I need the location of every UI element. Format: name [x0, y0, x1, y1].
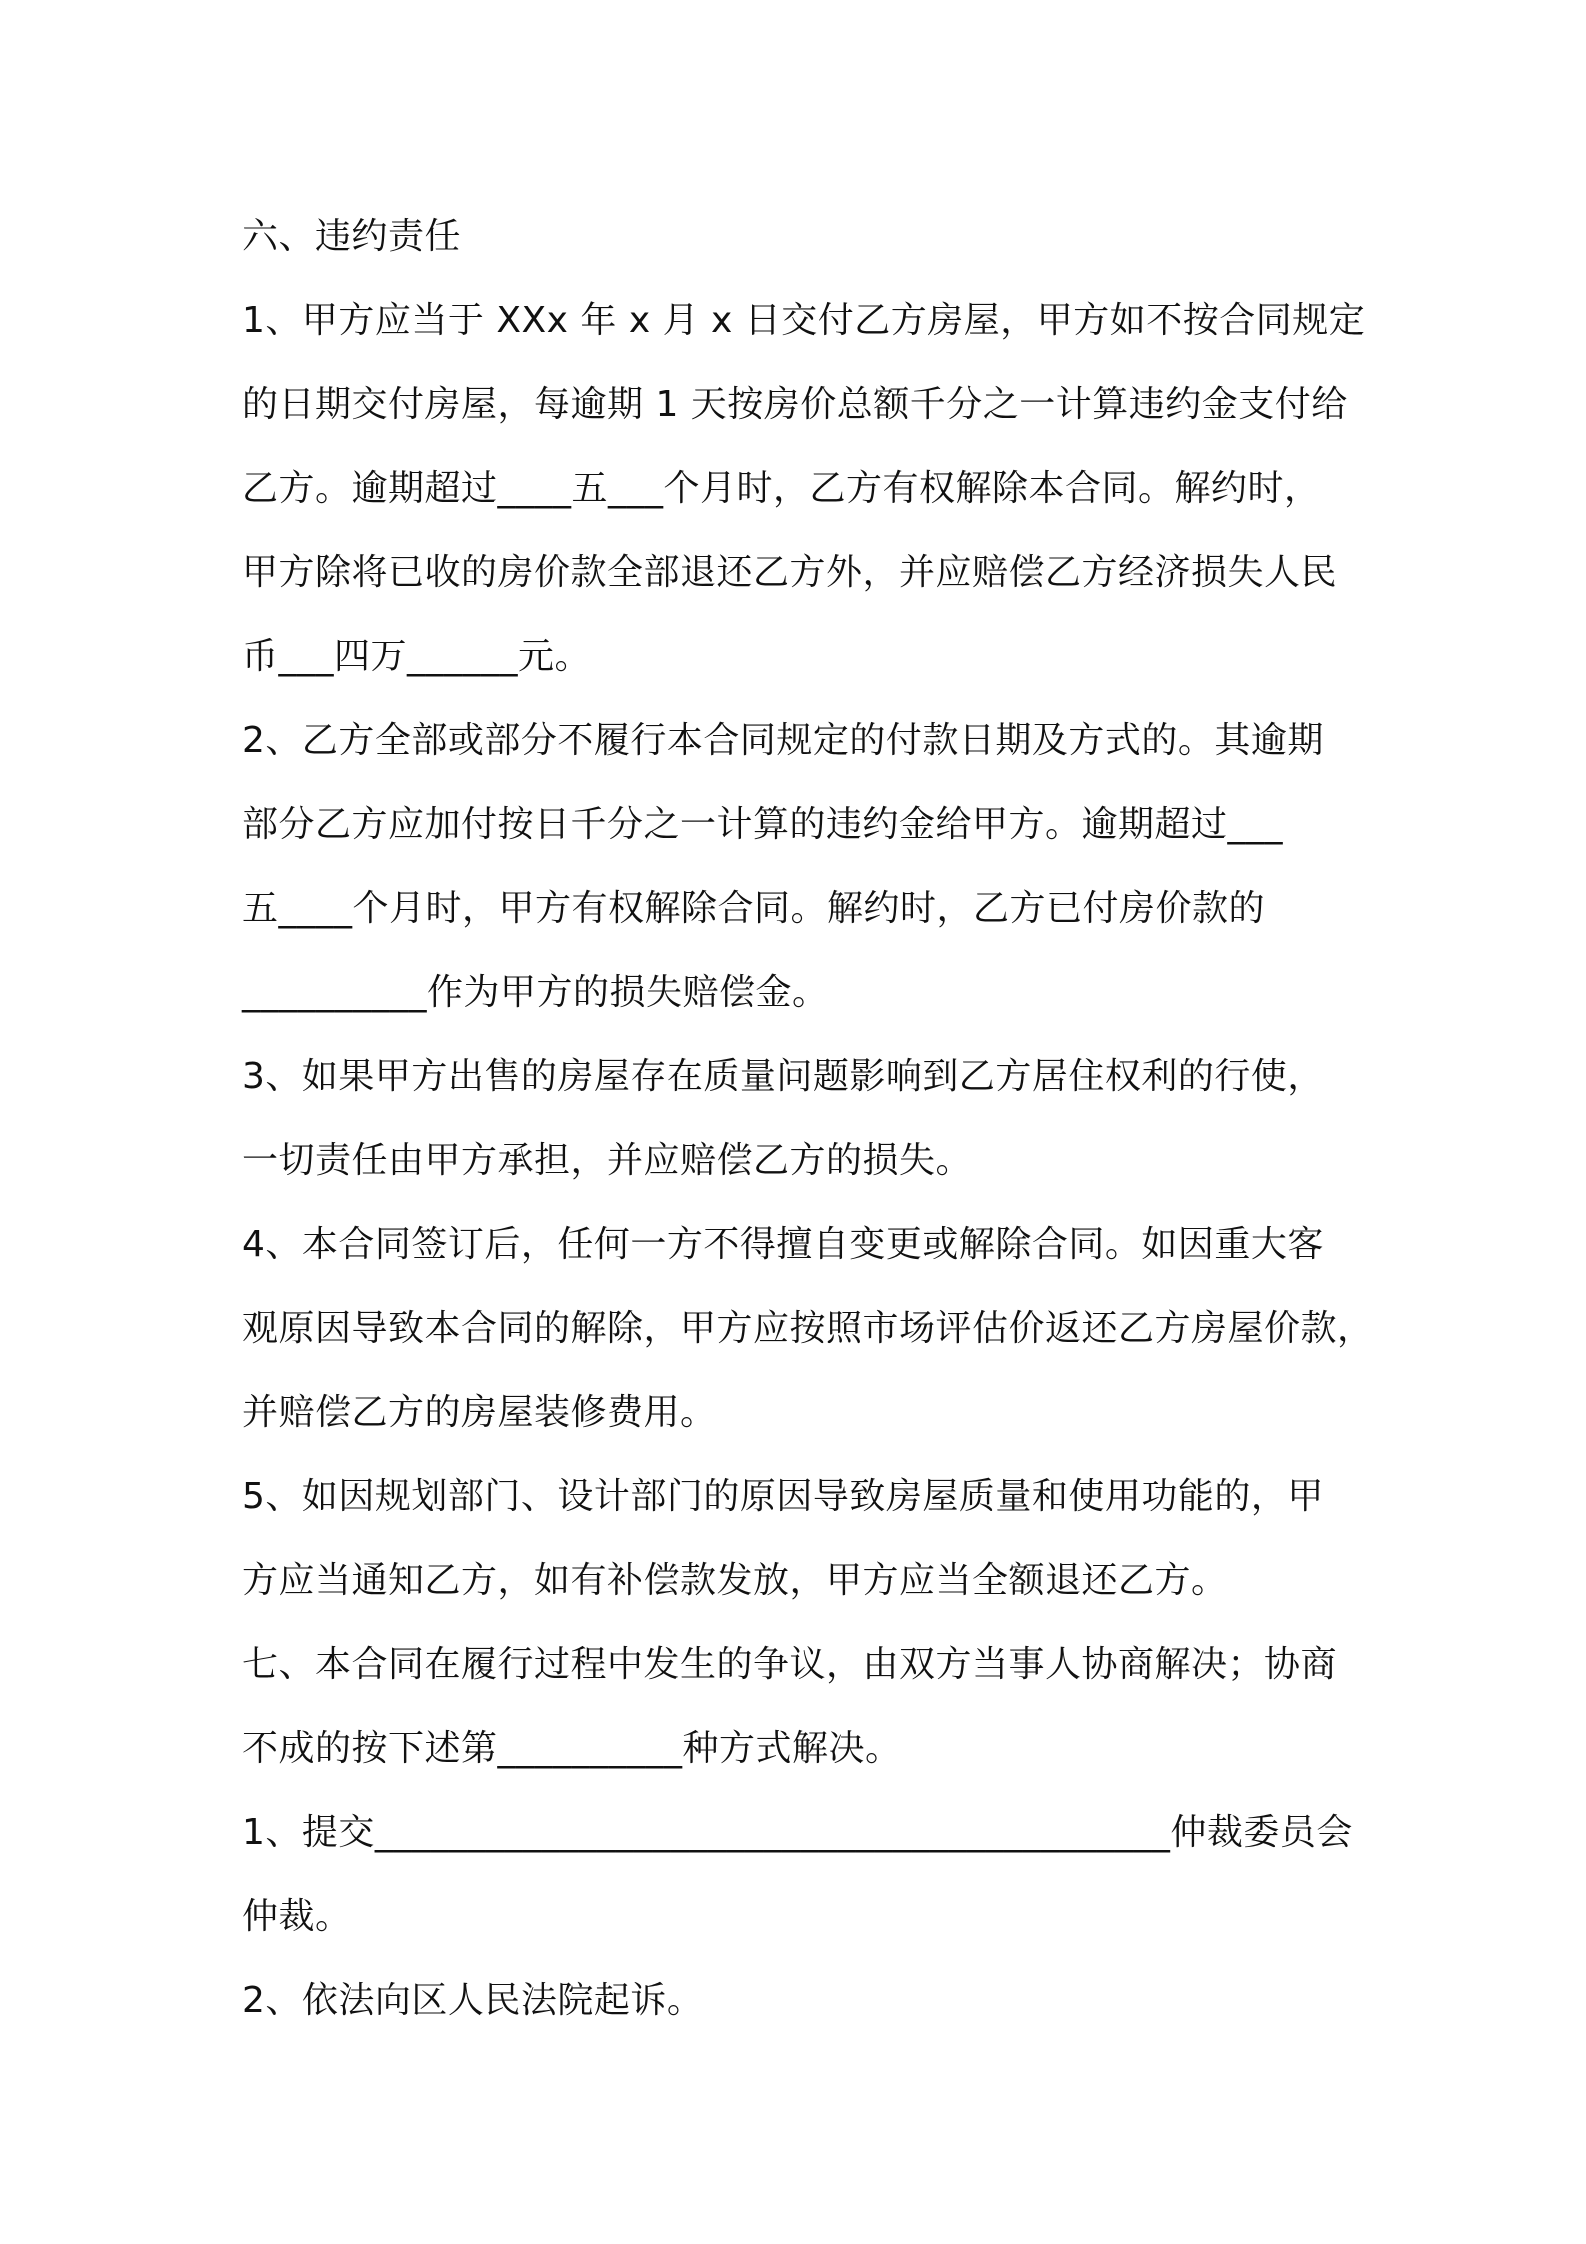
paragraph-line: 五____个月时，甲方有权解除合同。解约时，乙方已付房价款的 — [242, 888, 1266, 929]
section-heading-breach-liability: 六、违约责任 — [242, 216, 462, 257]
section-heading-dispute-resolution: 七、本合同在履行过程中发生的争议，由双方当事人协商解决；协商 — [242, 1644, 1338, 1685]
paragraph-line: 3、如果甲方出售的房屋存在质量问题影响到乙方居住权利的行使， — [242, 1056, 1324, 1097]
paragraph-line: __________作为甲方的损失赔偿金。 — [242, 972, 829, 1013]
paragraph-line: 5、如因规划部门、设计部门的原因导致房屋质量和使用功能的，甲 — [242, 1476, 1324, 1517]
paragraph-line: 方应当通知乙方，如有补偿款发放，甲方应当全额退还乙方。 — [242, 1560, 1228, 1601]
document-body — [242, 195, 1372, 2043]
paragraph-line: 不成的按下述第__________种方式解决。 — [242, 1728, 902, 1769]
paragraph-line: 4、本合同签订后，任何一方不得擅自变更或解除合同。如因重大客 — [242, 1224, 1324, 1265]
paragraph-line: 2、乙方全部或部分不履行本合同规定的付款日期及方式的。其逾期 — [242, 720, 1324, 761]
paragraph-line: 仲裁。 — [242, 1896, 352, 1937]
paragraph-line: 的日期交付房屋，每逾期 1 天按房价总额千分之一计算违约金支付给 — [242, 384, 1348, 425]
paragraph-line: 1、甲方应当于 XXx 年 x 月 x 日交付乙方房屋，甲方如不按合同规定 — [242, 300, 1366, 341]
paragraph-line: 2、依法向区人民法院起诉。 — [242, 1980, 704, 2021]
paragraph-line: 一切责任由甲方承担，并应赔偿乙方的损失。 — [242, 1140, 973, 1181]
paragraph-line: 并赔偿乙方的房屋装修费用。 — [242, 1392, 717, 1433]
paragraph-line: 币___四万______元。 — [242, 636, 592, 677]
paragraph-line: 乙方。逾期超过____五___个月时，乙方有权解除本合同。解约时， — [242, 468, 1321, 509]
paragraph-line: 观原因导致本合同的解除，甲方应按照市场评估价返还乙方房屋价款， — [242, 1308, 1374, 1349]
paragraph-line: 甲方除将已收的房价款全部退还乙方外，并应赔偿乙方经济损失人民 — [242, 552, 1338, 593]
paragraph-line: 1、提交___________________________________________仲裁委员会 — [242, 1812, 1353, 1853]
paragraph-line: 部分乙方应加付按日千分之一计算的违约金给甲方。逾期超过___ — [242, 804, 1284, 845]
